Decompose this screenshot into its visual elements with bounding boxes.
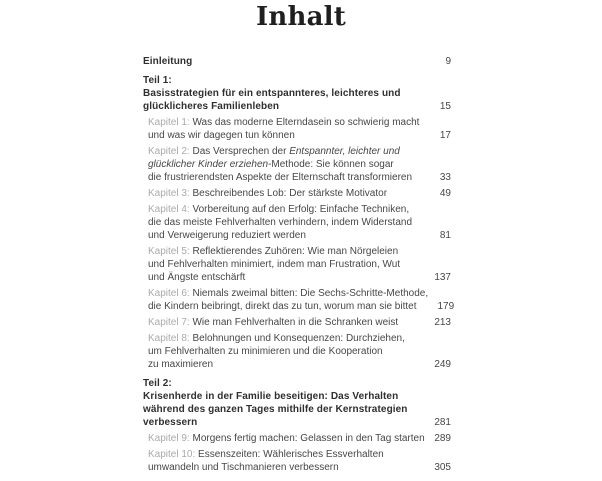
chapter-label: Kapitel 9:: [148, 433, 190, 444]
entry-title-segment: umwandeln und Tischmanieren verbessern: [148, 462, 339, 473]
entry-text: [143, 432, 425, 445]
entry-title-segment: zu maximieren: [148, 359, 214, 370]
toc-line: [148, 448, 425, 461]
page-number: 17: [439, 130, 451, 141]
chapter-label: Kapitel 6:: [148, 288, 190, 299]
toc-line: [148, 187, 425, 200]
entry-text: [143, 55, 425, 68]
chapter-label: Kapitel 3:: [148, 188, 190, 199]
entry-title-segment: und Verweigerung reduziert werden: [148, 230, 306, 241]
toc-line: [148, 345, 425, 358]
page-number: 9: [445, 56, 451, 67]
entry-title-segment: Krisenherde in der Familie beseitigen: Das Verhalten: [143, 391, 399, 402]
toc-line: [143, 100, 425, 113]
toc-entry-section: [143, 55, 451, 68]
toc-list: [143, 55, 455, 477]
entry-title-segment: Basisstrategien für ein entspannteres, leichteres und: [143, 88, 401, 99]
entry-title-segment: Was das moderne Elterndasein so schwierig macht: [192, 117, 420, 128]
page-number: 15: [439, 101, 451, 112]
page-number: 305: [434, 462, 451, 473]
entry-text: [143, 245, 425, 284]
toc-entry-chapter: [143, 145, 451, 184]
page-number: 213: [434, 317, 451, 328]
page-number: 81: [439, 230, 451, 241]
chapter-label: Kapitel 4:: [148, 204, 190, 215]
page-number: 289: [434, 433, 451, 444]
page-title: Inhalt: [256, 2, 346, 32]
toc-line: [143, 416, 425, 429]
toc-line: [148, 158, 425, 171]
entry-title-segment: die das meiste Fehlverhalten verhindern, indem Widerstand: [148, 217, 413, 228]
entry-text: [143, 145, 425, 184]
entry-title-segment: Teil 1:: [143, 75, 172, 86]
chapter-label: Kapitel 5:: [148, 246, 190, 257]
page-number: 49: [439, 188, 451, 199]
page-number: 281: [434, 417, 451, 428]
toc-entry-chapter: [143, 332, 451, 371]
entry-text: [143, 74, 425, 113]
toc-line: [148, 258, 425, 271]
toc-line: [143, 87, 425, 100]
chapter-label: Kapitel 1:: [148, 117, 190, 128]
toc-line: [148, 271, 425, 284]
toc-line: [148, 129, 425, 142]
entry-title-segment: Das Versprechen der: [192, 146, 290, 157]
entry-text: [143, 377, 425, 429]
toc-line: [148, 432, 425, 445]
entry-title-segment: Essenszeiten: Wählerisches Essverhalten: [198, 449, 384, 460]
entry-text: [143, 316, 425, 329]
entry-title-segment: Einleitung: [143, 56, 193, 67]
entry-text: [143, 203, 425, 242]
chapter-label: Kapitel 8:: [148, 333, 190, 344]
entry-title-segment: Vorbereitung auf den Erfolg: Einfache Techniken,: [192, 204, 410, 215]
entry-title-segment: und was wir dagegen tun können: [148, 130, 295, 141]
entry-text: [143, 332, 425, 371]
toc-entry-chapter: [143, 245, 451, 284]
toc-entry-chapter: [143, 116, 451, 142]
toc-line: [143, 55, 425, 68]
chapter-label: Kapitel 7:: [148, 317, 190, 328]
toc-line: [148, 332, 425, 345]
entry-text: [143, 187, 425, 200]
page-number: 249: [434, 359, 451, 370]
entry-title-segment: um Fehlverhalten zu minimieren und die Kooperation: [148, 346, 383, 357]
toc-line: [143, 74, 425, 87]
toc-entry-chapter: [143, 448, 451, 474]
entry-title-segment: Beschreibendes Lob: Der stärkste Motivator: [192, 188, 388, 199]
entry-title-segment: -Methode: Sie können sogar: [268, 159, 394, 170]
toc-line: [148, 461, 425, 474]
entry-title-segment: Wie man Fehlverhalten in die Schranken weist: [192, 317, 399, 328]
toc-line: [148, 171, 425, 184]
toc-line: [148, 229, 425, 242]
entry-title-segment: Niemals zweimal bitten: Die Sechs-Schritte-Methode,: [192, 288, 429, 299]
toc-entry-chapter: [143, 316, 451, 329]
toc-line: [148, 287, 428, 300]
entry-title-segment: während des ganzen Tages mithilfe der Kernstrategien: [143, 404, 408, 415]
page-number: 33: [439, 172, 451, 183]
entry-title-segment: Belohnungen und Konsequenzen: Durchziehen,: [192, 333, 405, 344]
toc-entry-chapter: [143, 187, 451, 200]
entry-title-italic-segment: glücklicher Kinder erziehen: [148, 159, 269, 170]
toc-entry-chapter: [143, 203, 451, 242]
entry-title-segment: verbessern: [143, 417, 198, 428]
entry-text: [143, 287, 428, 313]
toc-line: [143, 390, 425, 403]
toc-entry-section: [143, 74, 451, 113]
chapter-label: Kapitel 10:: [148, 449, 196, 460]
entry-title-segment: Teil 2:: [143, 378, 172, 389]
toc-entry-section: [143, 377, 451, 429]
page-number: 137: [434, 272, 451, 283]
entry-title-segment: glücklicheres Familienleben: [143, 101, 280, 112]
entry-title-segment: Morgens fertig machen: Gelassen in den Tag starten: [192, 433, 425, 444]
chapter-label: Kapitel 2:: [148, 146, 190, 157]
entry-text: [143, 448, 425, 474]
toc-line: [143, 377, 425, 390]
entry-title-segment: die frustrierendsten Aspekte der Elternschaft transformieren: [148, 172, 413, 183]
entry-title-segment: und Ängste entschärft: [148, 272, 246, 283]
entry-text: [143, 116, 425, 142]
toc-entry-chapter: [143, 287, 455, 313]
toc-line: [148, 116, 425, 129]
toc-entry-chapter: [143, 432, 451, 445]
page-number: 179: [437, 301, 455, 312]
entry-title-italic-segment: Entspannter, leichter und: [289, 146, 400, 157]
toc-line: [143, 403, 425, 416]
toc-line: [148, 358, 425, 371]
toc-line: [148, 145, 425, 158]
entry-title-segment: Reflektierendes Zuhören: Wie man Nörgeleien: [192, 246, 399, 257]
toc-line: [148, 203, 425, 216]
toc-line: [148, 216, 425, 229]
entry-title-segment: und Fehlverhalten minimiert, indem man Frustration, Wut: [148, 259, 401, 270]
entry-title-segment: die Kindern beibringt, direkt das zu tun, worum man sie bittet: [148, 301, 417, 312]
toc-line: [148, 300, 428, 313]
toc-line: [148, 245, 425, 258]
toc-line: [148, 316, 425, 329]
